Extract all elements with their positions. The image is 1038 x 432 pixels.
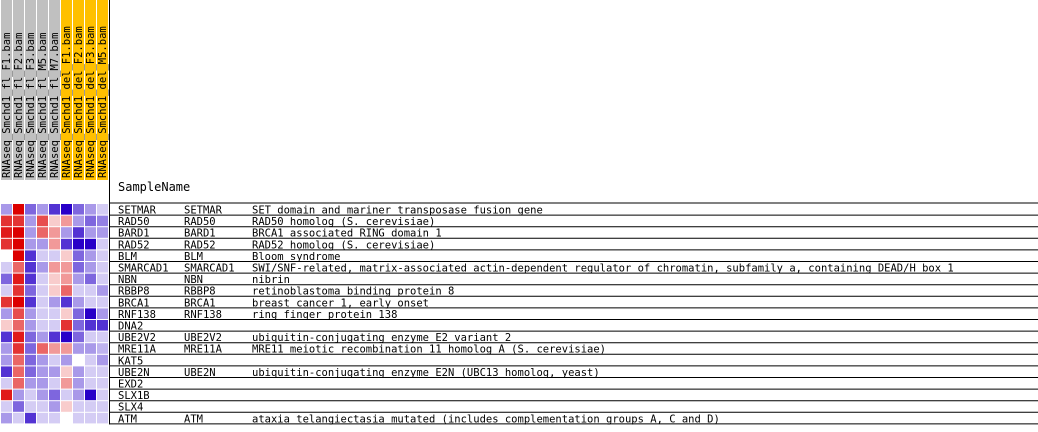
row-gene-description: BRCA1 associated RING domain 1: [252, 227, 442, 240]
heatmap-cell: [97, 274, 108, 285]
heatmap-cell: [97, 378, 108, 389]
heatmap-cell: [97, 355, 108, 366]
heatmap-cell: [85, 216, 96, 227]
heatmap-cell: [85, 274, 96, 285]
heatmap-cell: [61, 239, 72, 250]
heatmap-cell: [97, 343, 108, 354]
heatmap-cell: [49, 378, 60, 389]
row-gene-name: NBN: [118, 274, 137, 287]
row-gene-description: ataxia telangiectasia mutated (includes complementation groups A, C and D): [252, 413, 720, 426]
heatmap-cell: [1, 204, 12, 215]
heatmap-cell: [13, 274, 24, 285]
row-gene-name: RNF138: [118, 308, 156, 321]
heatmap-cell: [61, 332, 72, 343]
row-gene-symbol: BARD1: [184, 227, 216, 240]
heatmap-cell: [1, 297, 12, 308]
heatmap-cell: [25, 262, 36, 273]
heatmap-cell: [61, 262, 72, 273]
row-gene-name: SLX1B: [118, 390, 150, 403]
heatmap-cell: [13, 227, 24, 238]
heatmap-cell: [61, 297, 72, 308]
row-gene-symbol: BLM: [184, 250, 203, 263]
heatmap-cell: [1, 320, 12, 331]
heatmap-cell: [73, 401, 84, 412]
heatmap-cell: [13, 204, 24, 215]
row-gene-symbol: RNF138: [184, 308, 222, 321]
heatmap-cell: [25, 355, 36, 366]
heatmap-cell: [97, 332, 108, 343]
heatmap-cell: [73, 227, 84, 238]
row-gene-description: SWI/SNF-related, matrix-associated actin-dependent regulator of chromatin, subfamily a, containing DEAD/H box 1: [252, 262, 954, 275]
column-header-label: RNAseq_Smchd1_fl_F3.bam: [25, 32, 37, 178]
heatmap-cell: [13, 401, 24, 412]
heatmap-cell: [25, 216, 36, 227]
heatmap-cell: [1, 332, 12, 343]
heatmap-cell: [25, 285, 36, 296]
heatmap-cell: [49, 250, 60, 261]
heatmap-cell: [25, 413, 36, 424]
heatmap-cell: [61, 378, 72, 389]
heatmap-cells: [1, 204, 108, 423]
row-gene-symbol: ATM: [184, 413, 203, 426]
heatmap-cell: [97, 308, 108, 319]
heatmap-cell: [13, 308, 24, 319]
row-gene-description: MRE11 meiotic recombination 11 homolog A (S. cerevisiae): [252, 343, 607, 356]
heatmap-cell: [13, 285, 24, 296]
heatmap-cell: [49, 227, 60, 238]
row-gene-description: ubiquitin-conjugating enzyme E2 variant 2: [252, 332, 512, 345]
heatmap-cell: [13, 390, 24, 401]
heatmap-cell: [25, 401, 36, 412]
heatmap-cell: [37, 366, 48, 377]
heatmap-cell: [61, 250, 72, 261]
heatmap-cell: [37, 297, 48, 308]
row-gene-symbol: SMARCAD1: [184, 262, 235, 275]
heatmap-cell: [49, 343, 60, 354]
column-header-label: RNAseq_Smchd1_del_M5.bam: [97, 26, 109, 178]
heatmap-cell: [37, 239, 48, 250]
heatmap-cell: [13, 250, 24, 261]
heatmap-cell: [85, 204, 96, 215]
heatmap-cell: [25, 227, 36, 238]
heatmap-cell: [97, 297, 108, 308]
heatmap-cell: [25, 343, 36, 354]
heatmap-cell: [97, 390, 108, 401]
row-gene-symbol: RAD52: [184, 239, 216, 252]
heatmap-cell: [13, 343, 24, 354]
heatmap-cell: [49, 390, 60, 401]
heatmap-cell: [73, 378, 84, 389]
heatmap-cell: [73, 285, 84, 296]
heatmap-cell: [73, 262, 84, 273]
heatmap-cell: [97, 239, 108, 250]
heatmap-cell: [1, 274, 12, 285]
heatmap-cell: [85, 297, 96, 308]
column-header-label: RNAseq_Smchd1_del_F3.bam: [85, 26, 97, 178]
row-gene-description: breast cancer 1, early onset: [252, 297, 430, 310]
heatmap-cell: [85, 378, 96, 389]
row-labels: [118, 205, 954, 426]
heatmap-cell: [25, 274, 36, 285]
heatmap-cell: [1, 262, 12, 273]
heatmap-cell: [85, 262, 96, 273]
row-gene-name: RAD50: [118, 216, 150, 229]
heatmap-cell: [13, 297, 24, 308]
row-gene-description: Bloom syndrome: [252, 250, 341, 263]
heatmap-cell: [49, 366, 60, 377]
heatmap-cell: [13, 216, 24, 227]
heatmap-cell: [37, 285, 48, 296]
row-gene-name: UBE2V2: [118, 332, 156, 345]
heatmap-cell: [37, 274, 48, 285]
heatmap-cell: [49, 216, 60, 227]
row-gene-description: ubiquitin-conjugating enzyme E2N (UBC13 homolog, yeast): [252, 366, 600, 379]
heatmap-cell: [97, 204, 108, 215]
heatmap-cell: [37, 332, 48, 343]
heatmap-cell: [1, 413, 12, 424]
heatmap-cell: [1, 343, 12, 354]
heatmap-cell: [61, 227, 72, 238]
heatmap-cell: [73, 355, 84, 366]
row-gene-symbol: MRE11A: [184, 343, 222, 356]
heatmap-cell: [37, 320, 48, 331]
heatmap-cell: [37, 227, 48, 238]
heatmap-cell: [85, 250, 96, 261]
heatmap-cell: [85, 390, 96, 401]
row-gene-symbol: RAD50: [184, 216, 216, 229]
heatmap-cell: [13, 332, 24, 343]
heatmap-cell: [37, 378, 48, 389]
heatmap-cell: [73, 297, 84, 308]
heatmap-cell: [25, 204, 36, 215]
heatmap-cell: [1, 216, 12, 227]
heatmap-cell: [1, 390, 12, 401]
heatmap-cell: [61, 308, 72, 319]
row-gene-description: retinoblastoma binding protein 8: [252, 285, 455, 298]
row-gene-name: BLM: [118, 250, 137, 263]
row-gene-name: UBE2N: [118, 366, 150, 379]
heatmap-cell: [73, 413, 84, 424]
heatmap-cell: [97, 366, 108, 377]
heatmap-cell: [97, 401, 108, 412]
heatmap-cell: [73, 239, 84, 250]
heatmap-cell: [37, 250, 48, 261]
heatmap-cell: [85, 227, 96, 238]
row-gene-description: SET domain and mariner transposase fusion gene: [252, 204, 543, 217]
heatmap-cell: [37, 262, 48, 273]
heatmap-cell: [73, 274, 84, 285]
heatmap-cell: [85, 239, 96, 250]
heatmap-cell: [13, 262, 24, 273]
heatmap-cell: [73, 320, 84, 331]
row-gene-name: EXD2: [118, 378, 144, 391]
heatmap-cell: [49, 320, 60, 331]
heatmap-cell: [61, 355, 72, 366]
heatmap-cell: [37, 204, 48, 215]
column-header-label: RNAseq_Smchd1_fl_M5.bam: [37, 32, 49, 178]
heatmap-cell: [61, 401, 72, 412]
heatmap-cell: [85, 401, 96, 412]
heatmap-cell: [13, 378, 24, 389]
heatmap-cell: [97, 285, 108, 296]
heatmap-cell: [13, 239, 24, 250]
heatmap-cell: [73, 250, 84, 261]
heatmap-cell: [85, 355, 96, 366]
heatmap-cell: [85, 332, 96, 343]
heatmap-cell: [25, 308, 36, 319]
heatmap-cell: [73, 366, 84, 377]
heatmap-cell: [1, 366, 12, 377]
row-gene-name: SETMAR: [118, 204, 156, 217]
heatmap-cell: [49, 285, 60, 296]
heatmap-cell: [1, 285, 12, 296]
heatmap-cell: [97, 320, 108, 331]
heatmap-cell: [49, 413, 60, 424]
heatmap-cell: [49, 297, 60, 308]
heatmap-cell: [61, 366, 72, 377]
column-header-label: RNAseq_Smchd1_del_F1.bam: [61, 26, 73, 178]
heatmap-cell: [49, 274, 60, 285]
heatmap-cell: [73, 332, 84, 343]
row-gene-symbol: SETMAR: [184, 204, 222, 217]
row-gene-symbol: UBE2V2: [184, 332, 222, 345]
heatmap-cell: [25, 366, 36, 377]
heatmap-cell: [85, 343, 96, 354]
sample-name-header: SampleName: [118, 180, 191, 194]
heatmap-cell: [49, 239, 60, 250]
heatmap-cell: [97, 250, 108, 261]
row-gene-symbol: BRCA1: [184, 297, 216, 310]
row-gene-name: SLX4: [118, 401, 144, 414]
heatmap-cell: [1, 378, 12, 389]
heatmap-cell: [49, 332, 60, 343]
row-gene-description: ring finger protein 138: [252, 308, 398, 321]
heatmap-cell: [49, 308, 60, 319]
heatmap-cell: [73, 308, 84, 319]
heatmap-cell: [97, 216, 108, 227]
heatmap-cell: [61, 343, 72, 354]
row-gene-name: RAD52: [118, 239, 150, 252]
heatmap-cell: [85, 320, 96, 331]
heatmap-cell: [73, 343, 84, 354]
heatmap-cell: [13, 413, 24, 424]
heatmap-cell: [97, 262, 108, 273]
heatmap-cell: [13, 355, 24, 366]
heatmap-cell: [49, 262, 60, 273]
heatmap-cell: [49, 204, 60, 215]
heatmap-cell: [1, 239, 12, 250]
row-gene-name: MRE11A: [118, 343, 156, 356]
heatmap-cell: [37, 216, 48, 227]
heatmap-cell: [13, 320, 24, 331]
heatmap-cell: [37, 308, 48, 319]
column-header-label: RNAseq_Smchd1_fl_F1.bam: [1, 32, 13, 178]
heatmap-cell: [61, 320, 72, 331]
heatmap-cell: [25, 320, 36, 331]
row-gene-description: RAD52 homolog (S. cerevisiae): [252, 239, 436, 252]
column-header-label: RNAseq_Smchd1_fl_F2.bam: [13, 32, 25, 178]
heatmap-cell: [61, 413, 72, 424]
column-header-label: RNAseq_Smchd1_del_F2.bam: [73, 26, 85, 178]
row-gene-name: BARD1: [118, 227, 150, 240]
heatmap-cell: [49, 355, 60, 366]
row-gene-name: SMARCAD1: [118, 262, 169, 275]
heatmap-cell: [25, 250, 36, 261]
row-gene-name: BRCA1: [118, 297, 150, 310]
heatmap-cell: [73, 216, 84, 227]
heatmap-cell: [85, 366, 96, 377]
heatmap-cell: [61, 204, 72, 215]
heatmap-cell: [1, 355, 12, 366]
row-gene-description: nibrin: [252, 274, 290, 287]
row-gene-symbol: RBBP8: [184, 285, 216, 298]
heatmap-cell: [1, 308, 12, 319]
column-headers: [1, 0, 109, 180]
heatmap-cell: [37, 343, 48, 354]
row-gene-description: RAD50 homolog (S. cerevisiae): [252, 216, 436, 229]
row-separators: [109, 0, 1038, 424]
heatmap-cell: [25, 332, 36, 343]
heatmap-cell: [1, 250, 12, 261]
heatmap-cell: [37, 401, 48, 412]
heatmap-cell: [85, 413, 96, 424]
heatmap-cell: [25, 297, 36, 308]
heatmap-cell: [61, 216, 72, 227]
row-gene-name: DNA2: [118, 320, 144, 333]
heatmap-cell: [1, 227, 12, 238]
heatmap-cell: [25, 378, 36, 389]
heatmap-cell: [49, 401, 60, 412]
heatmap-cell: [73, 204, 84, 215]
row-gene-name: ATM: [118, 413, 137, 426]
row-gene-name: RBBP8: [118, 285, 150, 298]
row-gene-symbol: NBN: [184, 274, 203, 287]
row-gene-symbol: UBE2N: [184, 366, 216, 379]
column-header-label: RNAseq_Smchd1_fl_M7.bam: [49, 32, 61, 178]
heatmap-cell: [1, 401, 12, 412]
heatmap-cell: [97, 413, 108, 424]
heatmap-cell: [97, 227, 108, 238]
heatmap-cell: [13, 366, 24, 377]
heatmap-cell: [37, 355, 48, 366]
heatmap-cell: [61, 390, 72, 401]
heatmap-cell: [85, 285, 96, 296]
heatmap-cell: [37, 413, 48, 424]
heatmap-cell: [25, 239, 36, 250]
heatmap-cell: [37, 390, 48, 401]
heatmap-cell: [61, 274, 72, 285]
heatmap-cell: [85, 308, 96, 319]
row-gene-name: KAT5: [118, 355, 144, 368]
heatmap-cell: [25, 390, 36, 401]
heatmap-cell: [61, 285, 72, 296]
heatmap-cell: [73, 390, 84, 401]
